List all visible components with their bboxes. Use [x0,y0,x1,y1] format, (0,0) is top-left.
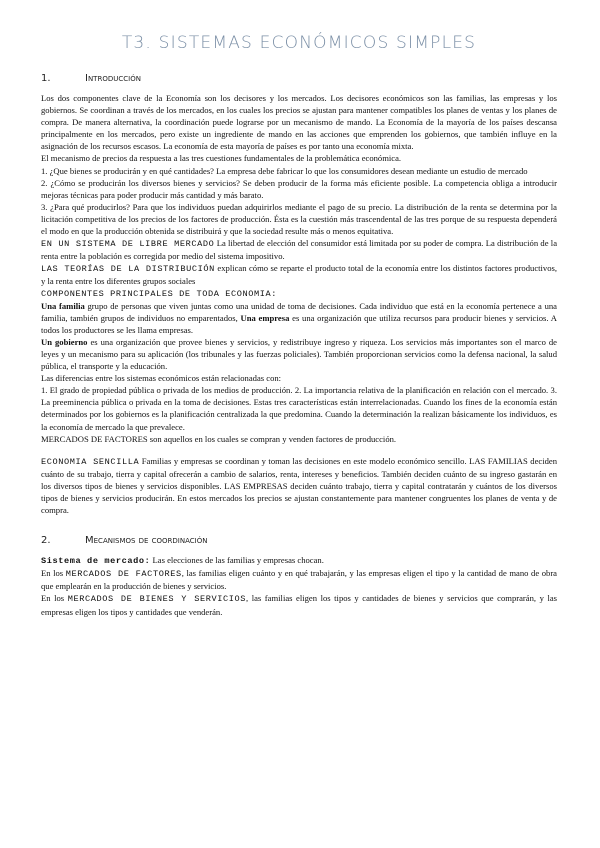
company-text: es una organización que utiliza recursos para producir bienes y servicios. A todos los productores se les llama empresas. [41,312,558,335]
section-title: Introducción [85,73,141,84]
government-text: es una organización que provee bienes y servicios, y redistribuye ingreso y riqueza. Los servicios más importantes son el marco de leyes y un mecanismo para su aplicación (los tribunales y las fuerzas policiales). También proporcionan servicios como la defensa nacional, la salud pública, el transporte y la educación. [41,336,557,372]
family-paragraph [41,300,557,336]
market-system-text: Las elecciones de las familias y empresas chocan. [150,555,324,566]
spacer [41,516,557,534]
simple-economy-text: Familias y empresas se coordinan y toman las decisiones en este modelo económico sencillo. LAS FAMILIAS deciden cuánto de su trabajo, tierra y capital ofrecerán a cambio de salarios, renta, intereses y beneficios. También deciden cuánto de su ingreso gastarán en los diversos tipos de bienes y servicios disponibles. LAS EMPRESAS deciden cuánto trabajo, tierra y capital contratarán y cuántos de los diversos tipos de bienes y servicios producirán. En estos mercados los precios se ajustan constantemente para mantener congruentes los planes de venta y de compra. [41,455,557,516]
simple-economy-paragraph [41,455,557,516]
market-system-label: Sistema de mercado: [41,556,151,567]
company-label: Una empresa [240,312,290,323]
page-title: T3. SISTEMAS ECONÓMICOS SIMPLES [121,33,477,53]
goods-markets-label: MERCADOS DE BIENES Y SERVICIOS [67,594,247,605]
distribution-theories-text: explican cómo se reparte el producto total de la economía entre los distintos factores productivos, y la renta entre los diferentes grupos sociales [41,263,558,287]
factor-markets-prefix: En los [41,568,66,579]
free-market-paragraph [41,237,557,262]
section-title: Mecanismos de coordinación [85,535,208,547]
free-market-label: EN UN SISTEMA DE LIBRE MERCADO [41,239,215,250]
intro-paragraph: Los dos componentes clave de la Economía son los decisores y los mercados. Los decisores económicos son las familias, las empresas y los gobiernos. Se coordinan a través de los mercados, en los cuales los precios se ajustan para mantener compatibles los planes de ventas y los planes de compra. De manera alternativa, la coordinación puede lograrse por un mecanismo de mando. La Economía de la mayoría de los países descansa principalmente en los mercados, pero existe un ingrediente de mando en las acciones que emprenden los gobiernos, que también influye en la asignación de los recursos escasos. La economía de esta mayoría de países es por tanto una economía mixta. [41,93,557,152]
family-label: Una familia [41,300,85,311]
government-paragraph [41,336,557,372]
simple-economy-label: ECONOMIA SENCILLA [41,456,140,467]
factor-markets-text: , las familias eligen cuánto y en qué trabajarán, y las empresas eligen el tipo y la cantidad de mano de obra que emplearán en la producción de bienes y servicios. [41,568,557,592]
question-3: 3. ¿Para qué producirlos? Para que los individuos puedan adquirirlos mediante el pago de su precio. La distribución de la renta se determina por la licitación competitiva de los precios de los factores de producción. Ésta es la cuestión más trascendental de las tres porque de su respuesta dependerá el modo en que la producción obtenida se distribuirá y que la sociedad resulte más o menos equitativa. [41,201,557,237]
question-1: 1. ¿Que bienes se producirán y en qué cantidades? La empresa debe fabricar lo que los consumidores desean mediante un estudio de mercado [41,165,528,176]
distribution-theories-paragraph [41,262,557,287]
section-number: 1. [41,73,51,84]
differences-intro: Las diferencias entre los sistemas económicos están relacionadas con: [41,373,282,384]
factor-markets-coord-paragraph [41,567,557,592]
goods-markets-paragraph [41,592,557,617]
factor-markets-label: MERCADOS DE FACTORES [65,569,182,580]
family-text: grupo de personas que viven juntas como una unidad de toma de decisiones. Cada individuo que está en la economía pertenece a una familia, también grupos de individuos no emparentados, [41,300,557,323]
section-heading-coordination [41,534,557,548]
factor-markets-paragraph: MERCADOS DE FACTORES son aquellos en los cuales se compran y venden factores de producción. [41,433,397,444]
components-heading: COMPONENTES PRINCIPALES DE TODA ECONOMIA: [41,288,278,299]
market-system-paragraph [41,554,557,567]
free-market-text: La libertad de elección del consumidor está limitada por su poder de compra. La distribución de la renta entre la población es corregida por medio del sistema impositivo. [41,238,558,262]
government-label: Un gobierno [41,336,88,347]
spacer [41,445,557,455]
price-mechanism-paragraph: El mecanismo de precios da respuesta a las tres cuestiones fundamentales de la problemática económica. [41,153,402,164]
section-heading-intro [41,72,557,86]
differences-list: 1. El grado de propiedad pública o privada de los medios de producción. 2. La importancia relativa de la planificación en relación con el mercado. 3. La preeminencia pública o privada en la toma de decisiones. Estas tres características están interrelacionadas. Cuando los fines de la economía están determinados por los gobiernos es la planificación centralizada la que predomina. Cuando la determinación la realizan básicamente los individuos, es la economía de mercado la que prevalece. [41,385,557,432]
section-number: 2. [41,535,51,547]
question-2: 2. ¿Cómo se producirán los diversos bienes y servicios? Se deben producir de la forma más eficiente posible. La competencia obliga a introducir mejoras técnicas para poder producir más cantidad y más barato. [41,177,557,200]
goods-markets-prefix: En los [41,593,68,604]
distribution-theories-label: LAS TEORÍAS DE LA DISTRIBUCIÓN [41,264,215,275]
goods-markets-text: , las familias eligen los tipos y cantidades de bienes y servicios que comprarán, y las empresas eligen los tipos y cantidades que venderán. [41,593,558,617]
